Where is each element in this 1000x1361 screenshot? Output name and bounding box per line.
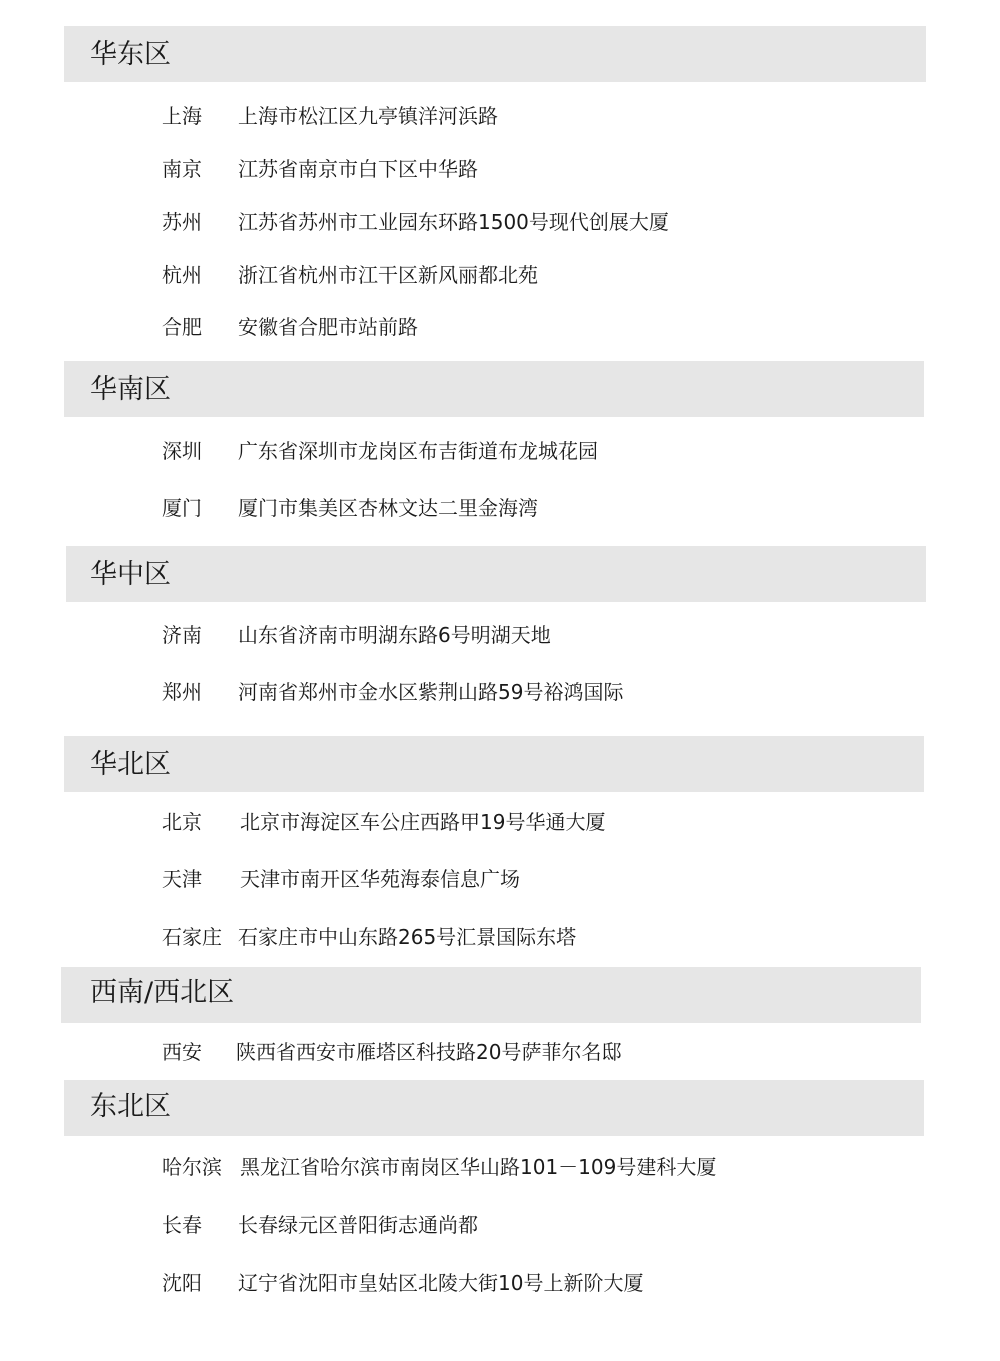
- office-city: 长春: [162, 1213, 202, 1237]
- office-row: [0, 677, 1000, 707]
- office-address: 石家庄市中山东路265号汇景国际东塔: [238, 925, 577, 949]
- region-title: 华中区: [90, 559, 171, 590]
- office-address: 山东省济南市明湖东路6号明湖天地: [238, 623, 551, 647]
- office-row: [0, 807, 1000, 837]
- region-title: 华南区: [90, 374, 171, 405]
- office-address: 陕西省西安市雁塔区科技路20号萨菲尔名邸: [236, 1040, 622, 1064]
- office-address: 天津市南开区华苑海泰信息广场: [240, 867, 520, 891]
- office-address: 江苏省南京市白下区中华路: [238, 157, 478, 181]
- office-row: [0, 493, 1000, 523]
- office-city: 南京: [162, 157, 202, 181]
- office-city: 苏州: [162, 210, 202, 234]
- office-city: 济南: [162, 623, 202, 647]
- office-address: 河南省郑州市金水区紫荆山路59号裕鸿国际: [238, 680, 624, 704]
- office-city: 哈尔滨: [162, 1155, 222, 1179]
- office-row: [0, 101, 1000, 131]
- office-row: [0, 1037, 1000, 1067]
- office-row: [0, 922, 1000, 952]
- office-address: 黑龙江省哈尔滨市南岗区华山路101－109号建科大厦: [240, 1155, 717, 1179]
- office-row: [0, 1152, 1000, 1182]
- office-address: 辽宁省沈阳市皇姑区北陵大街10号上新阶大厦: [238, 1271, 644, 1295]
- office-address: 长春绿元区普阳街志通尚都: [238, 1213, 478, 1237]
- office-row: [0, 436, 1000, 466]
- region-band-north-china: [64, 736, 924, 792]
- office-city: 上海: [162, 104, 202, 128]
- office-address: 浙江省杭州市江干区新风丽都北苑: [238, 263, 538, 287]
- region-band-south-china: [64, 361, 924, 417]
- region-title: 华北区: [90, 749, 171, 780]
- office-city: 郑州: [162, 680, 202, 704]
- office-row: [0, 154, 1000, 184]
- office-city: 石家庄: [162, 925, 222, 949]
- office-city: 杭州: [162, 263, 202, 287]
- region-title: 东北区: [90, 1091, 171, 1122]
- office-address: 北京市海淀区车公庄西路甲19号华通大厦: [240, 810, 606, 834]
- region-band-central-china: [66, 546, 926, 602]
- office-address: 安徽省合肥市站前路: [238, 315, 418, 339]
- office-city: 西安: [162, 1040, 202, 1064]
- office-row: [0, 620, 1000, 650]
- office-address: 江苏省苏州市工业园东环路1500号现代创展大厦: [238, 210, 669, 234]
- office-city: 北京: [162, 810, 202, 834]
- office-address: 厦门市集美区杏林文达二里金海湾: [238, 496, 538, 520]
- office-address: 上海市松江区九亭镇洋河浜路: [238, 104, 498, 128]
- office-row: [0, 1268, 1000, 1298]
- office-city: 厦门: [162, 496, 202, 520]
- office-city: 沈阳: [162, 1271, 202, 1295]
- office-city: 深圳: [162, 439, 202, 463]
- office-row: [0, 260, 1000, 290]
- office-address: 广东省深圳市龙岗区布吉街道布龙城花园: [238, 439, 598, 463]
- region-band-east-china: [64, 26, 926, 82]
- office-row: [0, 312, 1000, 342]
- region-title: 西南/西北区: [90, 977, 235, 1008]
- office-row: [0, 1210, 1000, 1240]
- office-city: 天津: [162, 867, 202, 891]
- office-row: [0, 207, 1000, 237]
- region-title: 华东区: [90, 39, 171, 70]
- office-city: 合肥: [162, 315, 202, 339]
- region-band-northeast: [64, 1080, 924, 1136]
- office-row: [0, 864, 1000, 894]
